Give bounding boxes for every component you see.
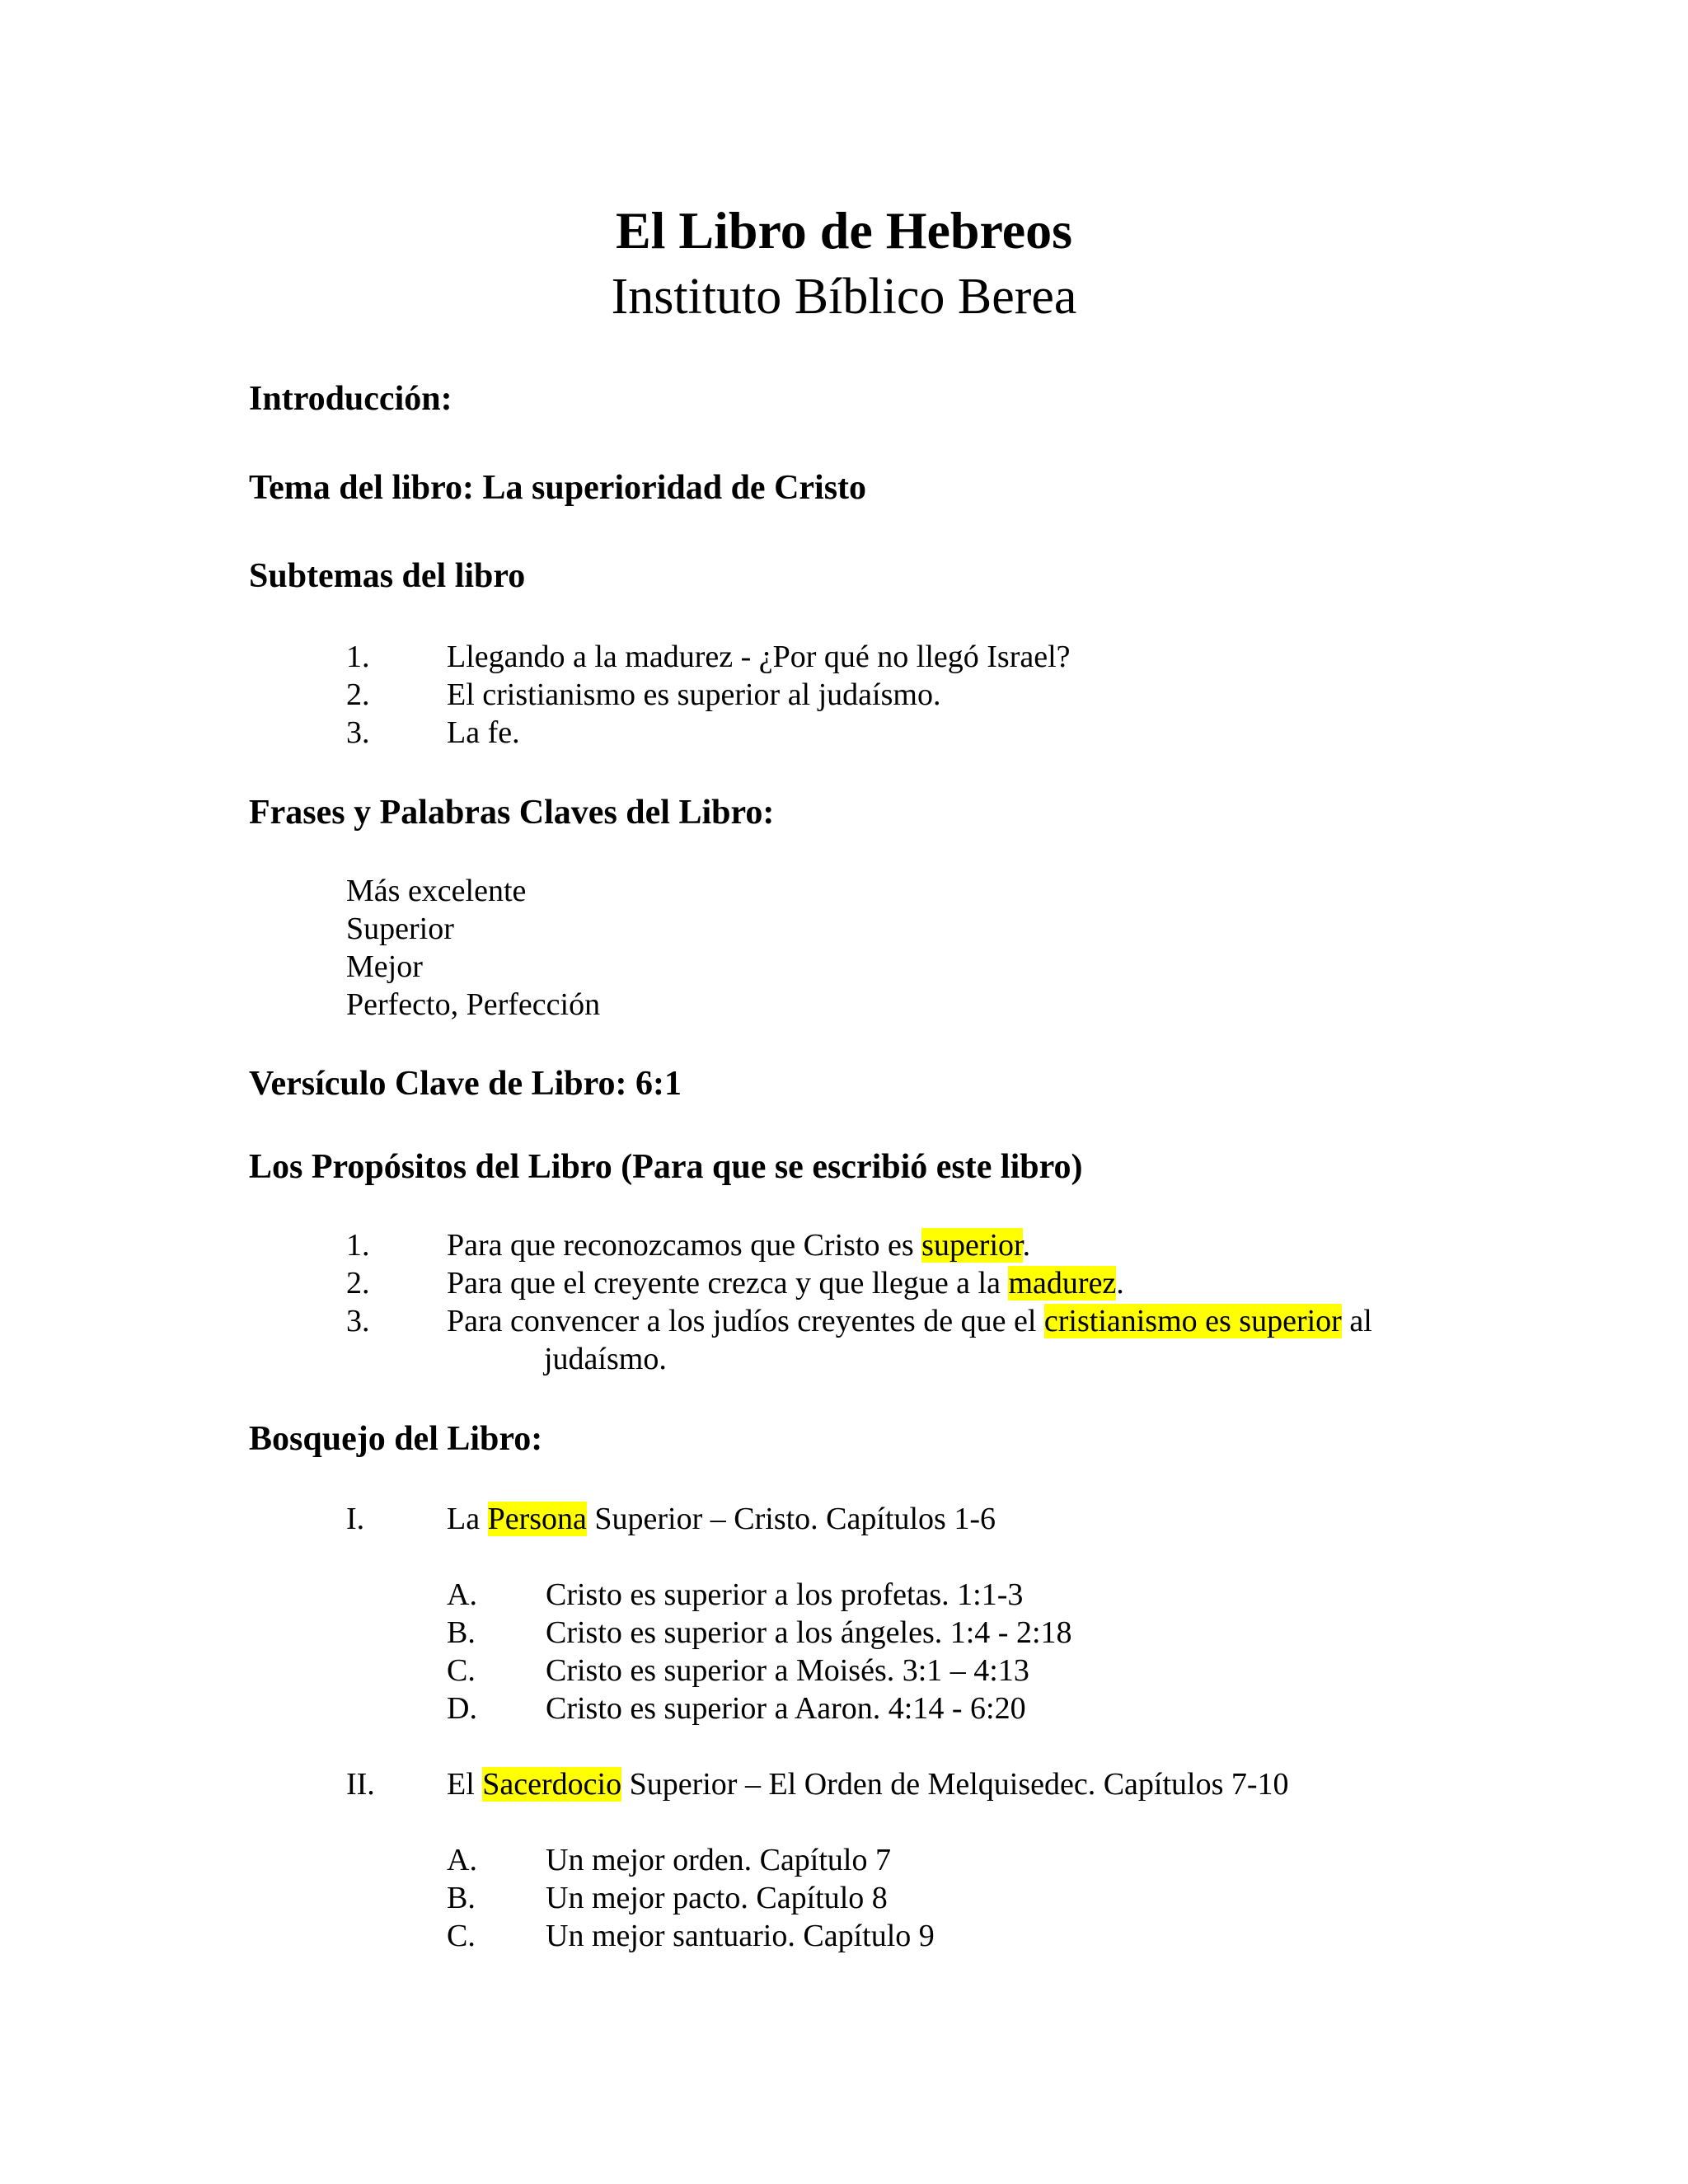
outline-numeral: II. <box>346 1767 375 1802</box>
text-segment: Para que reconozcamos que Cristo es <box>447 1228 922 1263</box>
text-segment: Para que el creyente crezca y que llegue a la <box>447 1266 1009 1301</box>
text-segment: Para convencer a los judíos creyentes de que el <box>447 1304 1044 1338</box>
outline-letter: D. <box>447 1691 477 1726</box>
heading-propositos: Los Propósitos del Libro (Para que se escribió este libro) <box>249 1148 1083 1186</box>
keyword-item: Más excelente <box>346 874 527 908</box>
list-item-text <box>447 1302 1372 1340</box>
document-subtitle: Instituto Bíblico Berea <box>611 269 1077 325</box>
list-item-text: La fe. <box>447 715 520 750</box>
outline-item: Cristo es superior a Moisés. 3:1 – 4:13 <box>546 1653 1029 1688</box>
keyword-item: Perfecto, Perfección <box>346 987 601 1022</box>
list-item-text <box>447 1264 1124 1302</box>
list-item-text <box>447 1226 1030 1264</box>
highlighted-text: madurez <box>1008 1266 1117 1301</box>
outline-item: Un mejor orden. Capítulo 7 <box>546 1843 891 1877</box>
outline-letter: A. <box>447 1843 477 1877</box>
text-segment: Superior – Cristo. Capítulos 1-6 <box>586 1502 996 1536</box>
keyword-item: Superior <box>346 912 454 946</box>
text-segment: Superior – El Orden de Melquisedec. Capítulos 7-10 <box>621 1767 1289 1802</box>
heading-tema: Tema del libro: La superioridad de Cristo <box>249 469 867 507</box>
outline-letter: B. <box>447 1881 476 1915</box>
highlighted-text: Persona <box>487 1502 587 1536</box>
highlighted-text: superior <box>921 1228 1023 1263</box>
outline-section-title <box>447 1500 996 1538</box>
heading-bosquejo: Bosquejo del Libro: <box>249 1420 543 1458</box>
list-item-number: 3. <box>346 1304 370 1338</box>
document-title: El Libro de Hebreos <box>615 201 1073 260</box>
heading-versiculo: Versículo Clave de Libro: 6:1 <box>249 1065 682 1103</box>
text-segment: . <box>1022 1228 1031 1263</box>
list-item-number: 2. <box>346 1266 370 1301</box>
list-item-text: Llegando a la madurez - ¿Por qué no llegó Israel? <box>447 640 1071 674</box>
list-item-number: 3. <box>346 715 370 750</box>
text-segment: El <box>447 1767 483 1802</box>
outline-section-title <box>447 1765 1289 1803</box>
list-item-number: 1. <box>346 1228 370 1263</box>
keyword-item: Mejor <box>346 949 423 984</box>
outline-letter: A. <box>447 1577 477 1612</box>
outline-letter: C. <box>447 1919 476 1953</box>
outline-item: Un mejor santuario. Capítulo 9 <box>546 1919 935 1953</box>
text-segment: al <box>1341 1304 1372 1338</box>
outline-item: Cristo es superior a Aaron. 4:14 - 6:20 <box>546 1691 1026 1726</box>
list-item-number: 2. <box>346 677 370 712</box>
outline-letter: B. <box>447 1615 476 1650</box>
outline-letter: C. <box>447 1653 476 1688</box>
highlighted-text: Sacerdocio <box>482 1767 622 1802</box>
heading-subtemas: Subtemas del libro <box>249 557 526 595</box>
text-segment: . <box>1116 1266 1124 1301</box>
heading-introduccion: Introducción: <box>249 380 452 418</box>
text-segment: La <box>447 1502 488 1536</box>
heading-frases: Frases y Palabras Claves del Libro: <box>249 794 775 832</box>
outline-numeral: I. <box>346 1502 365 1536</box>
outline-item: Cristo es superior a los ángeles. 1:4 - 2:18 <box>546 1615 1072 1650</box>
list-item-text: El cristianismo es superior al judaísmo. <box>447 677 941 712</box>
outline-item: Un mejor pacto. Capítulo 8 <box>546 1881 888 1915</box>
list-item-number: 1. <box>346 640 370 674</box>
list-item-continuation: judaísmo. <box>544 1342 667 1376</box>
outline-item: Cristo es superior a los profetas. 1:1-3 <box>546 1577 1024 1612</box>
highlighted-text: cristianismo es superior <box>1043 1304 1342 1338</box>
